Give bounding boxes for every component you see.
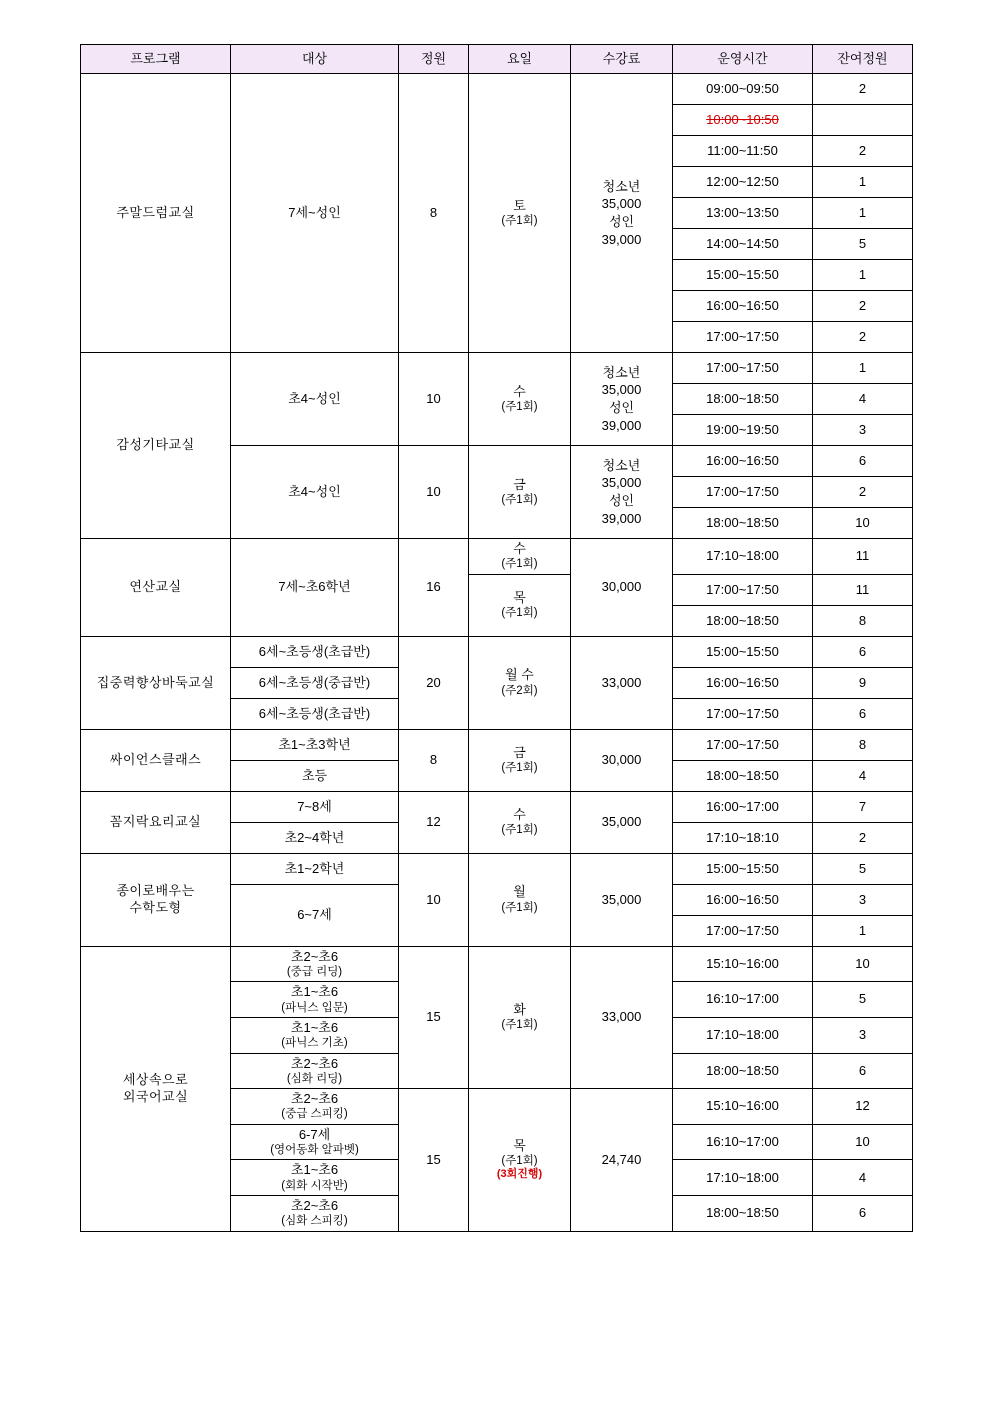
- table-row: [81, 539, 913, 575]
- cell-time: 17:00~17:50: [673, 915, 813, 946]
- cell-time: 15:00~15:50: [673, 853, 813, 884]
- cell-fee-line: 39,000: [601, 417, 642, 433]
- cell-fee: [571, 353, 673, 446]
- cell-remaining: 6: [813, 1053, 913, 1089]
- cell-day: 목 (주1회): [469, 574, 571, 636]
- cell-fee: 35,000: [571, 791, 673, 853]
- cell-time: 16:00~16:50: [673, 884, 813, 915]
- cell-remaining: 3: [813, 884, 913, 915]
- cell-program: 꼼지락요리교실: [81, 791, 231, 853]
- cell-fee: 24,740: [571, 1089, 673, 1232]
- table-row: [81, 353, 913, 384]
- cell-remaining: 10: [813, 946, 913, 982]
- table-row: [81, 729, 913, 760]
- cell-capacity: 10: [399, 353, 469, 446]
- cell-target-sub: (영어동화 알파벳): [270, 1144, 359, 1156]
- cell-day-frequency: (주1회): [501, 558, 538, 571]
- cell-remaining: 7: [813, 791, 913, 822]
- cell-target-sub: (중급 리딩): [286, 965, 343, 978]
- column-header-time: 운영시간: [673, 45, 813, 74]
- cell-time: 17:00~17:50: [673, 322, 813, 353]
- cell-fee-line: 성인: [608, 493, 635, 508]
- cell-target: 초1~초3학년: [231, 729, 399, 760]
- cell-remaining: 4: [813, 760, 913, 791]
- table-row: [81, 946, 913, 982]
- cell-time: 11:00~11:50: [673, 136, 813, 167]
- cell-remaining: 8: [813, 729, 913, 760]
- cell-time: 18:00~18:50: [673, 760, 813, 791]
- cell-fee-line: 39,000: [601, 510, 642, 526]
- cell-time: 17:00~17:50: [673, 353, 813, 384]
- cell-day: 금 (주1회): [469, 446, 571, 539]
- cell-remaining: 5: [813, 853, 913, 884]
- cell-target: 초1~초6 (파닉스 기초): [231, 1017, 399, 1053]
- cell-day-note: (3회진행): [496, 1168, 543, 1181]
- cell-remaining: 12: [813, 1089, 913, 1125]
- cell-time: 18:00~18:50: [673, 508, 813, 539]
- cell-program: 감성기타교실: [81, 353, 231, 539]
- cell-fee-line: 35,000: [601, 382, 642, 398]
- cell-target: 초1~초6 (파닉스 입문): [231, 982, 399, 1018]
- cell-time: 16:10~17:00: [673, 982, 813, 1018]
- cell-time: 09:00~09:50: [673, 74, 813, 105]
- cell-remaining: 2: [813, 136, 913, 167]
- cell-target: 7~8세: [231, 791, 399, 822]
- cell-target-sub: (파닉스 입문): [281, 1001, 348, 1014]
- cell-time: 18:00~18:50: [673, 1196, 813, 1232]
- cell-time: 17:00~17:50: [673, 729, 813, 760]
- cell-fee: 33,000: [571, 946, 673, 1089]
- cell-time: 17:10~18:00: [673, 1160, 813, 1196]
- cell-time: 14:00~14:50: [673, 229, 813, 260]
- cell-day-frequency: (주1회): [501, 762, 538, 775]
- cell-time: 13:00~13:50: [673, 198, 813, 229]
- cell-fee: [571, 446, 673, 539]
- cell-remaining: 6: [813, 446, 913, 477]
- cell-time: 15:10~16:00: [673, 1089, 813, 1125]
- cell-program: 집중력향상바둑교실: [81, 636, 231, 729]
- cell-time: 17:00~17:50: [673, 477, 813, 508]
- cell-target: 초2~초6 (심화 리딩): [231, 1053, 399, 1089]
- cell-day: 금 (주1회): [469, 729, 571, 791]
- column-header-day: 요일: [469, 45, 571, 74]
- cell-fee-line: 청소년: [602, 178, 641, 194]
- cell-capacity: 20: [399, 636, 469, 729]
- cell-day-frequency: (주1회): [501, 901, 538, 914]
- cell-remaining: 2: [813, 322, 913, 353]
- cell-fee-line: 성인: [608, 214, 635, 229]
- cell-fee: [571, 74, 673, 353]
- cell-program: 연산교실: [81, 539, 231, 637]
- cell-time: 15:00~15:50: [673, 636, 813, 667]
- cell-fee-line: 35,000: [601, 475, 642, 491]
- cell-day-frequency: (주1회): [501, 1154, 538, 1167]
- cell-time: 18:00~18:50: [673, 605, 813, 636]
- cell-program: 세상속으로 외국어교실: [81, 946, 231, 1231]
- cell-remaining: 2: [813, 822, 913, 853]
- cell-time: 16:00~16:50: [673, 667, 813, 698]
- cell-capacity: 10: [399, 446, 469, 539]
- cell-target: 초등: [231, 760, 399, 791]
- cell-time: 17:10~18:00: [673, 1017, 813, 1053]
- cell-time: 15:10~16:00: [673, 946, 813, 982]
- cell-day-frequency: (주1회): [501, 607, 538, 620]
- cell-capacity: 8: [399, 729, 469, 791]
- cell-target: 7세~성인: [231, 74, 399, 353]
- cell-day: 수 (주1회): [469, 791, 571, 853]
- cell-program: 주말드럼교실: [81, 74, 231, 353]
- cell-time: 16:00~17:00: [673, 791, 813, 822]
- cell-target-sub: (파닉스 기초): [281, 1037, 348, 1050]
- cell-target: 초2~초6 (중급 스피킹): [231, 1089, 399, 1125]
- cell-remaining: 6: [813, 698, 913, 729]
- cell-target: 초1~초6 (회화 시작반): [231, 1160, 399, 1196]
- cell-time-cancelled: 10:00~10:50: [673, 105, 813, 136]
- cell-remaining: 1: [813, 260, 913, 291]
- cell-target: 6세~초등생(초급반): [231, 636, 399, 667]
- cell-fee-line: 청소년: [602, 364, 641, 380]
- cell-remaining: 2: [813, 291, 913, 322]
- cell-day: 월 (주1회): [469, 853, 571, 946]
- cell-time: 16:00~16:50: [673, 446, 813, 477]
- column-header-capacity: 정원: [399, 45, 469, 74]
- table-row: [81, 74, 913, 105]
- cell-fee: 30,000: [571, 729, 673, 791]
- cell-day: 토 (주1회): [469, 74, 571, 353]
- cell-fee-line: 성인: [608, 400, 635, 415]
- cell-fee: 30,000: [571, 539, 673, 637]
- cell-remaining: 3: [813, 1017, 913, 1053]
- cell-remaining: 2: [813, 74, 913, 105]
- cell-remaining: 3: [813, 415, 913, 446]
- cell-time: 18:00~18:50: [673, 1053, 813, 1089]
- cell-time: 17:10~18:10: [673, 822, 813, 853]
- cell-day-frequency: (주1회): [501, 400, 538, 413]
- column-header-fee: 수강료: [571, 45, 673, 74]
- cell-target: 6~7세: [231, 884, 399, 946]
- cell-day-frequency: (주1회): [501, 824, 538, 837]
- cell-remaining: 1: [813, 915, 913, 946]
- cell-capacity: 16: [399, 539, 469, 637]
- cell-capacity: 15: [399, 946, 469, 1089]
- cell-time: 17:00~17:50: [673, 698, 813, 729]
- cell-day-frequency: (주1회): [501, 214, 538, 227]
- table-header-row: [81, 45, 913, 74]
- cell-remaining: 6: [813, 1196, 913, 1232]
- cell-day: 목 (주1회) (3회진행): [469, 1089, 571, 1232]
- cell-target-sub: (회화 시작반): [281, 1179, 348, 1192]
- cell-day-frequency: (주2회): [501, 684, 538, 697]
- cell-target: 초4~성인: [231, 446, 399, 539]
- cell-remaining: 4: [813, 384, 913, 415]
- cell-time: 19:00~19:50: [673, 415, 813, 446]
- cell-remaining: [813, 105, 913, 136]
- table-row: [81, 636, 913, 667]
- column-header-remaining: 잔여정원: [813, 45, 913, 74]
- cell-target: 7세~초6학년: [231, 539, 399, 637]
- cell-target: 초4~성인: [231, 353, 399, 446]
- cell-remaining: 8: [813, 605, 913, 636]
- cell-target-sub: (심화 리딩): [286, 1072, 343, 1085]
- table-row: [81, 791, 913, 822]
- cell-remaining: 10: [813, 1124, 913, 1160]
- cell-target: 초2~초6 (중급 리딩): [231, 946, 399, 982]
- cell-remaining: 6: [813, 636, 913, 667]
- cell-capacity: 12: [399, 791, 469, 853]
- cell-fee-line: 39,000: [601, 231, 642, 247]
- cell-time: 15:00~15:50: [673, 260, 813, 291]
- cell-target: 초1~2학년: [231, 853, 399, 884]
- cell-fee: 35,000: [571, 853, 673, 946]
- cell-program: 종이로배우는 수학도형: [81, 853, 231, 946]
- cell-day-frequency: (주1회): [501, 493, 538, 506]
- cell-capacity: 15: [399, 1089, 469, 1232]
- cell-day: 화 (주1회): [469, 946, 571, 1089]
- cell-day-frequency: (주1회): [501, 1019, 538, 1032]
- cell-target: 초2~초6 (심화 스피킹): [231, 1196, 399, 1232]
- cell-day: 월 수 (주2회): [469, 636, 571, 729]
- cell-fee: 33,000: [571, 636, 673, 729]
- cell-target-sub: (중급 스피킹): [281, 1108, 348, 1121]
- cell-remaining: 11: [813, 539, 913, 575]
- cell-day: 수 (주1회): [469, 539, 571, 575]
- cell-remaining: 11: [813, 574, 913, 605]
- cell-target: 6세~초등생(중급반): [231, 667, 399, 698]
- cell-remaining: 4: [813, 1160, 913, 1196]
- cell-time: 16:00~16:50: [673, 291, 813, 322]
- cell-remaining: 9: [813, 667, 913, 698]
- cell-target-sub: (심화 스피킹): [281, 1215, 348, 1228]
- cell-remaining: 2: [813, 477, 913, 508]
- cell-remaining: 1: [813, 353, 913, 384]
- cell-time: 12:00~12:50: [673, 167, 813, 198]
- cell-fee-line: 청소년: [602, 457, 641, 473]
- cell-program: 싸이언스클래스: [81, 729, 231, 791]
- cell-capacity: 8: [399, 74, 469, 353]
- program-schedule-table: [80, 44, 913, 1232]
- cell-remaining: 1: [813, 198, 913, 229]
- cell-time: 18:00~18:50: [673, 384, 813, 415]
- cell-remaining: 10: [813, 508, 913, 539]
- cell-time: 16:10~17:00: [673, 1124, 813, 1160]
- cell-fee-line: 35,000: [601, 196, 642, 212]
- cell-remaining: 1: [813, 167, 913, 198]
- cell-target: 6-7세 (영어동화 알파벳): [231, 1124, 399, 1160]
- cell-remaining: 5: [813, 229, 913, 260]
- cell-target: 6세~초등생(초급반): [231, 698, 399, 729]
- cell-remaining: 5: [813, 982, 913, 1018]
- cell-time: 17:00~17:50: [673, 574, 813, 605]
- cell-target: 초2~4학년: [231, 822, 399, 853]
- table-body: [81, 74, 913, 1232]
- cell-capacity: 10: [399, 853, 469, 946]
- column-header-target: 대상: [231, 45, 399, 74]
- cell-time: 17:10~18:00: [673, 539, 813, 575]
- table-row: [81, 853, 913, 884]
- cell-day: 수 (주1회): [469, 353, 571, 446]
- column-header-program: 프로그램: [81, 45, 231, 74]
